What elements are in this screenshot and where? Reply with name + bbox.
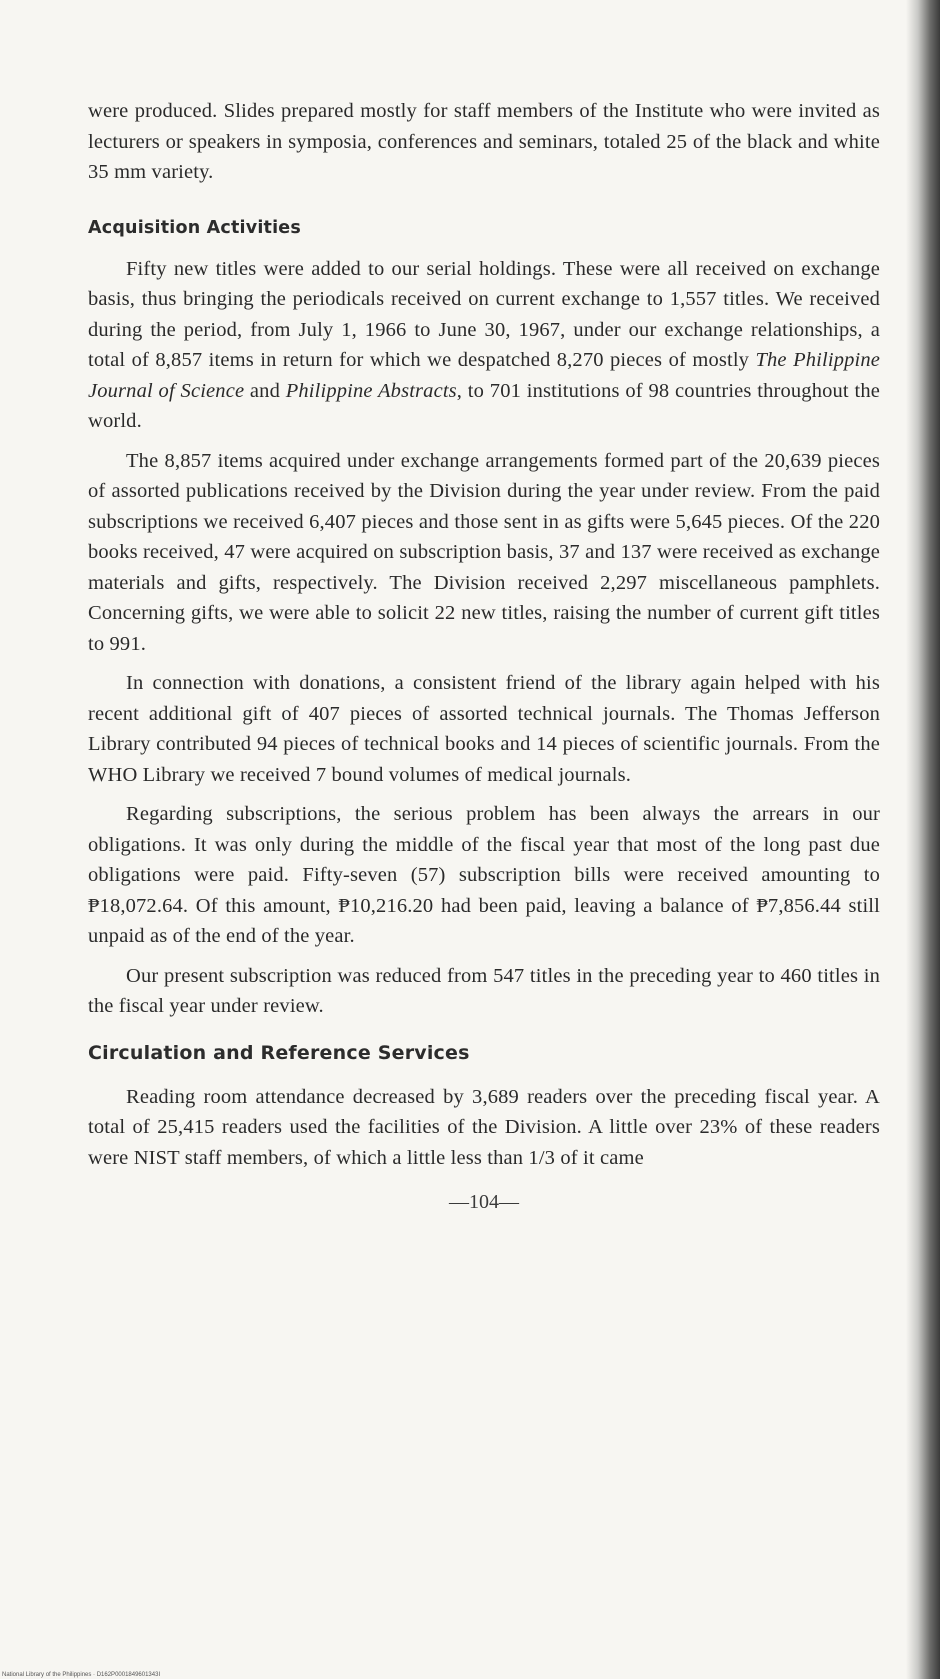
paragraph-reading-room: Reading room attendance decreased by 3,689 readers over the preceding fiscal year. A total of 25,415 readers used the facilities of the Division. A little over 23% of these readers were NIST staff members, of which a little less than 1/3 of it came bbox=[88, 1085, 880, 1169]
paragraph-subscriptions: Regarding subscriptions, the serious problem has been always the arrears in our obligations. It was only during the middle of the fiscal year that most of the long past due obligations were paid. Fifty-seven (57) subscription bills were received amounting to ₱18,072.64. Of this amount, ₱10,216.20 had been paid, leaving a balance of ₱7,856.44 still unpaid as of the end of the year. bbox=[88, 803, 880, 947]
scan-edge-shadow bbox=[906, 0, 940, 1679]
paragraph-slides: were produced. Slides prepared mostly for staff members of the Institute who were invited as lecturers or speakers in symposia, conferences and seminars, totaled 25 of the black and white 35 mm variety. bbox=[88, 100, 880, 183]
archive-watermark: National Library of the Philippines · D162P0001849601343I bbox=[2, 1672, 161, 1678]
heading-acquisition-activities: Acquisition Activities bbox=[88, 217, 301, 238]
text-run: , to 701 institutions of 98 countries throughout the world. bbox=[88, 379, 880, 432]
heading-circulation-reference: Circulation and Reference Services bbox=[88, 1041, 470, 1064]
paragraph-serial-holdings bbox=[88, 254, 880, 437]
abstracts-title: Philippine Abstracts bbox=[285, 379, 457, 402]
paragraph-donations: In connection with donations, a consistent friend of the library again helped with his recent additional gift of 407 pieces of assorted technical journals. The Thomas Jefferson Library contributed 94 pieces of technical books and 14 pieces of scientific journals. From the WHO Library we received 7 bound volumes of medical journals. bbox=[88, 672, 880, 786]
page-number: —104— bbox=[449, 1191, 519, 1213]
document-page bbox=[88, 96, 880, 1214]
text-run: and bbox=[244, 379, 286, 402]
paragraph-exchange-items: The 8,857 items acquired under exchange arrangements formed part of the 20,639 pieces of assorted publications received by the Division during the year under review. From the paid subscriptions we received 6,407 pieces and those sent in as gifts were 5,645 pieces. Of the 220 books received, 47 were acquired on subscription basis, 37 and 137 were received as exchange materials and gifts, respectively. The Division received 2,297 miscellaneous pamphlets. Concerning gifts, we were able to solicit 22 new titles, raising the number of current gift titles to 991. bbox=[88, 449, 880, 655]
text-run: Fifty new titles were added to our serial holdings. These were all received on exchange basis, thus bringing the periodicals received on current exchange to 1,557 titles. We received during the period, from July 1, 1966 to June 30, 1967, under our exchange relationships, a total of 8,857 items in return for which we despatched 8,270 pieces of mostly bbox=[88, 257, 880, 371]
paragraph-subscription-reduction: Our present subscription was reduced from 547 titles in the preceding year to 460 titles in the fiscal year under review. bbox=[88, 964, 880, 1017]
journal-title: The Philippine Journal of Science bbox=[88, 349, 880, 402]
